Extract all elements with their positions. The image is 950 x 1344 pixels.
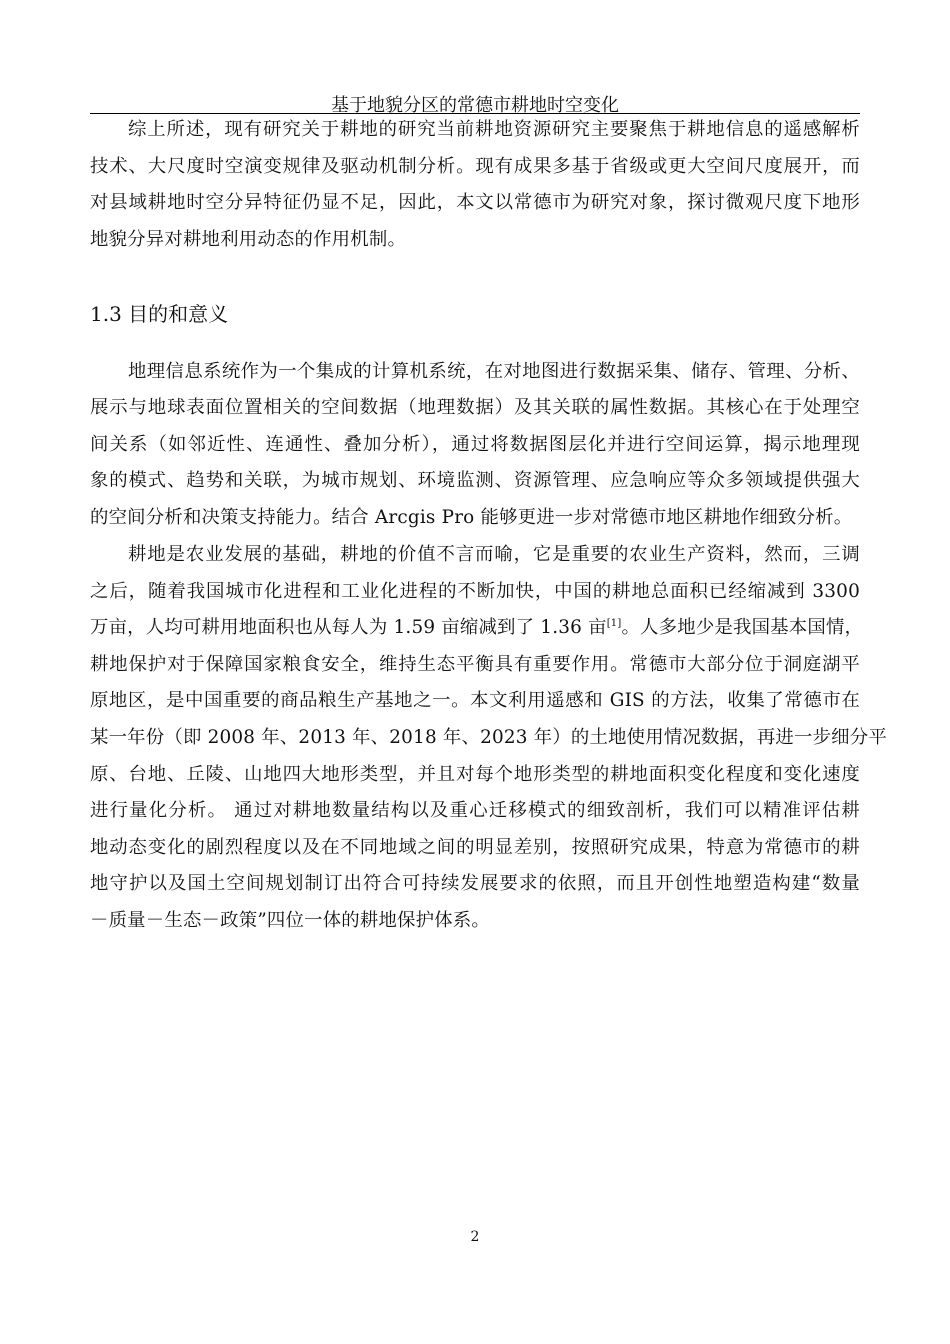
paragraph-line: 耕地是农业发展的基础，耕地的价值不言而喻，它是重要的农业生产资料，然而，三调 — [128, 544, 860, 565]
paragraph-line: 间关系（如邻近性、连通性、叠加分析），通过将数据图层化并进行空间运算，揭示地理现 — [90, 434, 860, 455]
paragraph-line: 某一年份（即 2008 年、2013 年、2018 年、2023 年）的土地使用情况数据，再进一步细分平 — [90, 727, 887, 748]
paragraph-line: 之后，随着我国城市化进程和工业化进程的不断加快，中国的耕地总面积已经缩减到 3300 — [90, 581, 860, 602]
paragraph-line: 耕地保护对于保障国家粮食安全，维持生态平衡具有重要作用。常德市大部分位于洞庭湖平 — [90, 654, 860, 675]
section-heading: 1.3 目的和意义 — [90, 302, 229, 326]
text-segment: 。人多地少是我国基本国情， — [621, 617, 864, 638]
paragraph-line: 原地区，是中国重要的商品粮生产基地之一。本文利用遥感和 GIS 的方法，收集了常德市在 — [90, 690, 860, 711]
paragraph-line: 进行量化分析。 通过对耕地数量结构以及重心迁移模式的细致剖析，我们可以精准评估耕 — [90, 800, 860, 821]
paragraph-line: 原、台地、丘陵、山地四大地形类型，并且对每个地形类型的耕地面积变化程度和变化速度 — [90, 764, 860, 785]
header-rule — [90, 113, 860, 114]
paragraph-line: －质量－生态－政策”四位一体的耕地保护体系。 — [90, 910, 491, 931]
citation-link[interactable]: [1] — [606, 618, 622, 629]
paragraph-line: 象的模式、趋势和关联，为城市规划、环境监测、资源管理、应急响应等众多领域提供强大 — [90, 470, 860, 491]
paragraph-line: 技术、大尺度时空演变规律及驱动机制分析。现有成果多基于省级或更大空间尺度展开，而 — [90, 156, 860, 177]
paragraph-line: 地动态变化的剧烈程度以及在不同地域之间的明显差别，按照研究成果，特意为常德市的耕 — [90, 837, 860, 858]
paragraph-line: 的空间分析和决策支持能力。结合 Arcgis Pro 能够更进一步对常德市地区耕地作细致分析。 — [90, 507, 853, 528]
paragraph-line — [90, 615, 864, 641]
paragraph-line: 展示与地球表面位置相关的空间数据（地理数据）及其关联的属性数据。其核心在于处理空 — [90, 397, 860, 418]
text-segment: 万亩，人均可耕用地面积也从每人为 1.59 亩缩减到了 1.36 亩 — [90, 617, 607, 638]
paragraph-line: 地守护以及国土空间规划制订出符合可持续发展要求的依照，而且开创性地塑造构建“数量 — [90, 873, 860, 894]
page-number: 2 — [470, 1229, 480, 1245]
running-header: 基于地貌分区的常德市耕地时空变化 — [331, 95, 619, 116]
paragraph-line: 对县域耕地时空分异特征仍显不足，因此，本文以常德市为研究对象，探讨微观尺度下地形 — [90, 192, 860, 213]
paragraph-line: 地理信息系统作为一个集成的计算机系统，在对地图进行数据采集、储存、管理、分析、 — [128, 361, 860, 382]
paragraph-line: 地貌分异对耕地利用动态的作用机制。 — [90, 229, 407, 250]
paragraph-line: 综上所述，现有研究关于耕地的研究当前耕地资源研究主要聚焦于耕地信息的遥感解析 — [128, 119, 860, 140]
